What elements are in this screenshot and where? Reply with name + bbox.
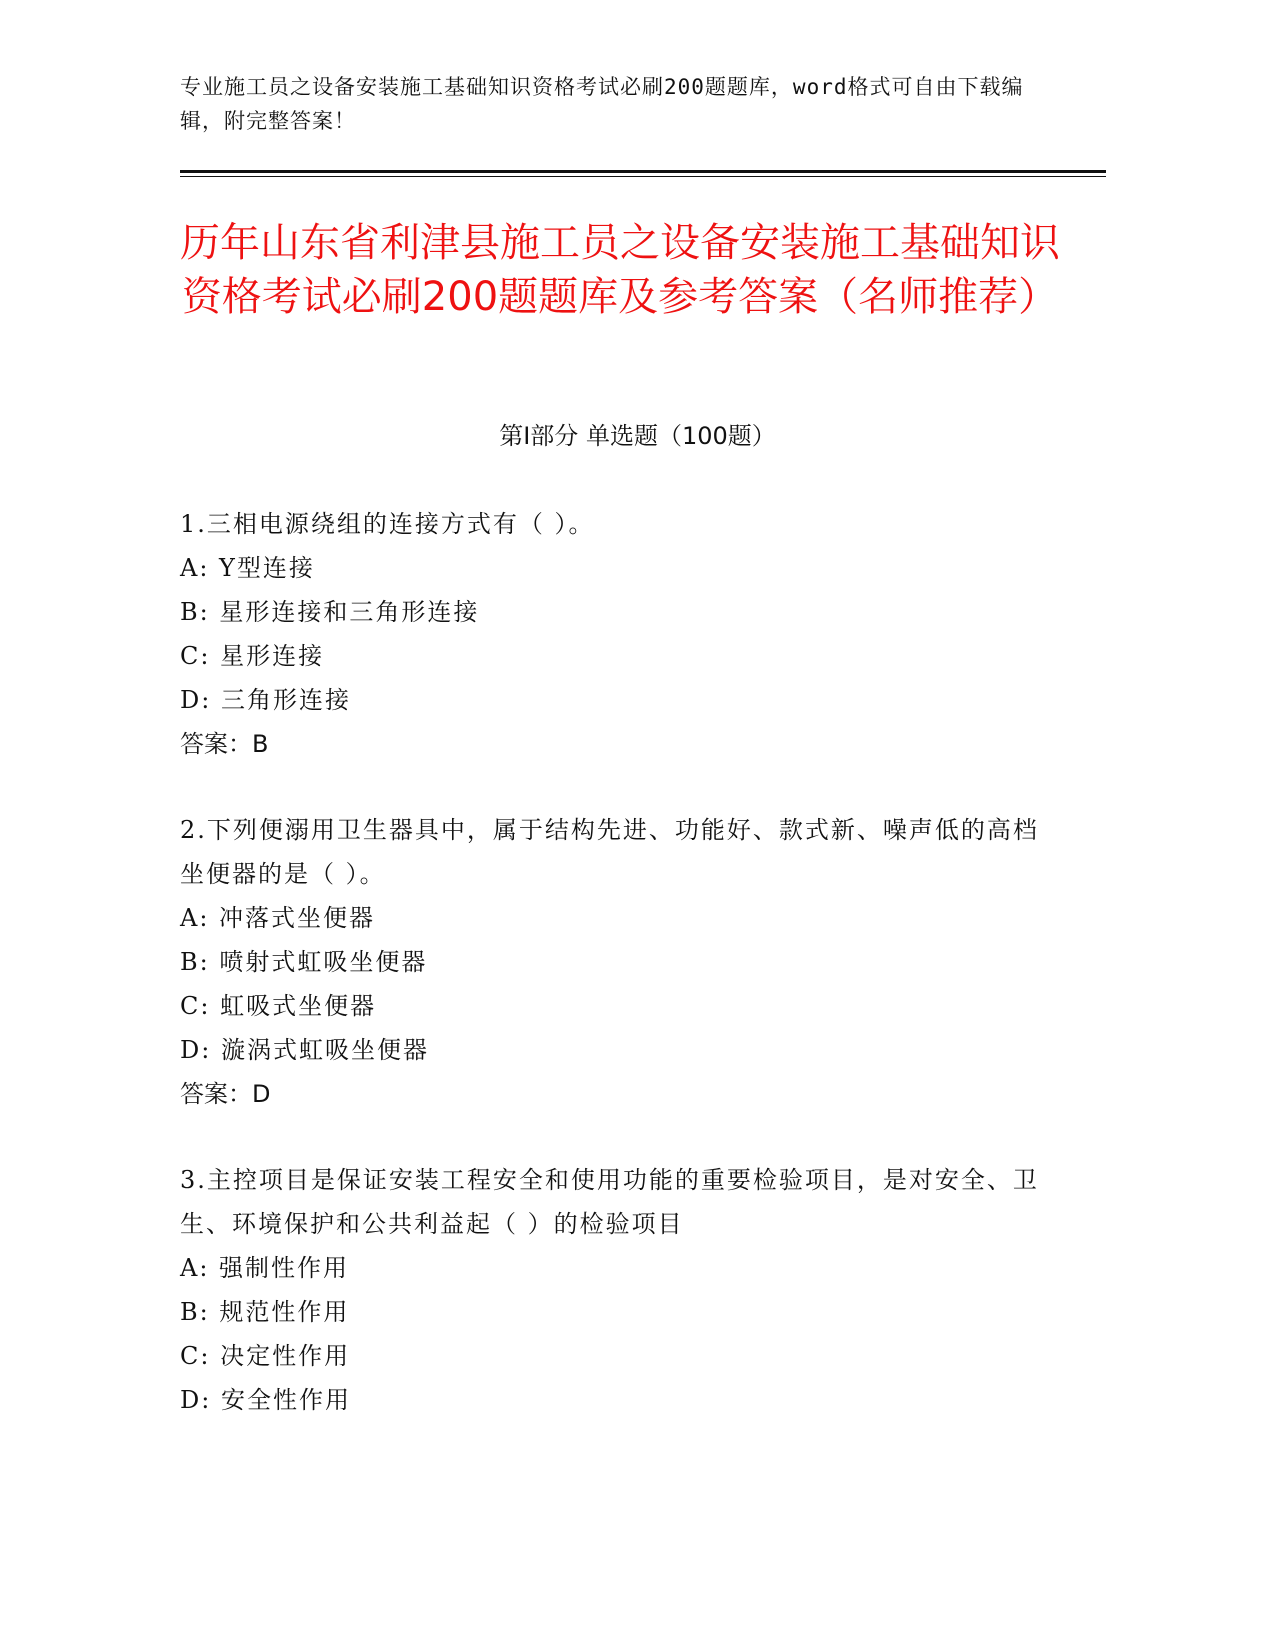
question-stem: 2.下列便溺用卫生器具中，属于结构先进、功能好、款式新、噪声低的高档坐便器的是（ ）。	[180, 816, 1039, 888]
option-b: B: 星形连接和三角形连接	[180, 598, 480, 626]
option-d: D: 安全性作用	[180, 1386, 351, 1414]
question-list	[180, 502, 1040, 1464]
option-d: D: 三角形连接	[180, 686, 351, 714]
option-b: B: 喷射式虹吸坐便器	[180, 948, 428, 976]
header-divider-thin	[180, 176, 1106, 177]
option-a: A: 冲落式坐便器	[180, 904, 376, 932]
question-stem: 1.三相电源绕组的连接方式有（ ）。	[180, 510, 595, 538]
question-1	[180, 502, 1040, 766]
document-title: 历年山东省利津县施工员之设备安装施工基础知识资格考试必刷200题题库及参考答案（名师推荐）	[180, 220, 1060, 320]
question-2	[180, 808, 1040, 1116]
option-c: C: 星形连接	[180, 642, 325, 670]
header-note: 专业施工员之设备安装施工基础知识资格考试必刷200题题库，word格式可自由下载编辑，附完整答案！	[180, 75, 1024, 133]
option-c: C: 虹吸式坐便器	[180, 992, 377, 1020]
answer: 答案：D	[180, 1080, 271, 1108]
header-divider-thick	[180, 170, 1106, 173]
option-c: C: 决定性作用	[180, 1342, 351, 1370]
option-a: A: Y型连接	[180, 554, 315, 582]
option-b: B: 规范性作用	[180, 1298, 350, 1326]
option-d: D: 漩涡式虹吸坐便器	[180, 1036, 429, 1064]
question-3	[180, 1158, 1040, 1422]
answer: 答案：B	[180, 730, 269, 758]
section-title: 第Ⅰ部分 单选题（100题）	[499, 422, 776, 450]
option-a: A: 强制性作用	[180, 1254, 350, 1282]
question-stem: 3.主控项目是保证安装工程安全和使用功能的重要检验项目，是对安全、卫生、环境保护和公共利益起（ ）的检验项目	[180, 1166, 1039, 1238]
